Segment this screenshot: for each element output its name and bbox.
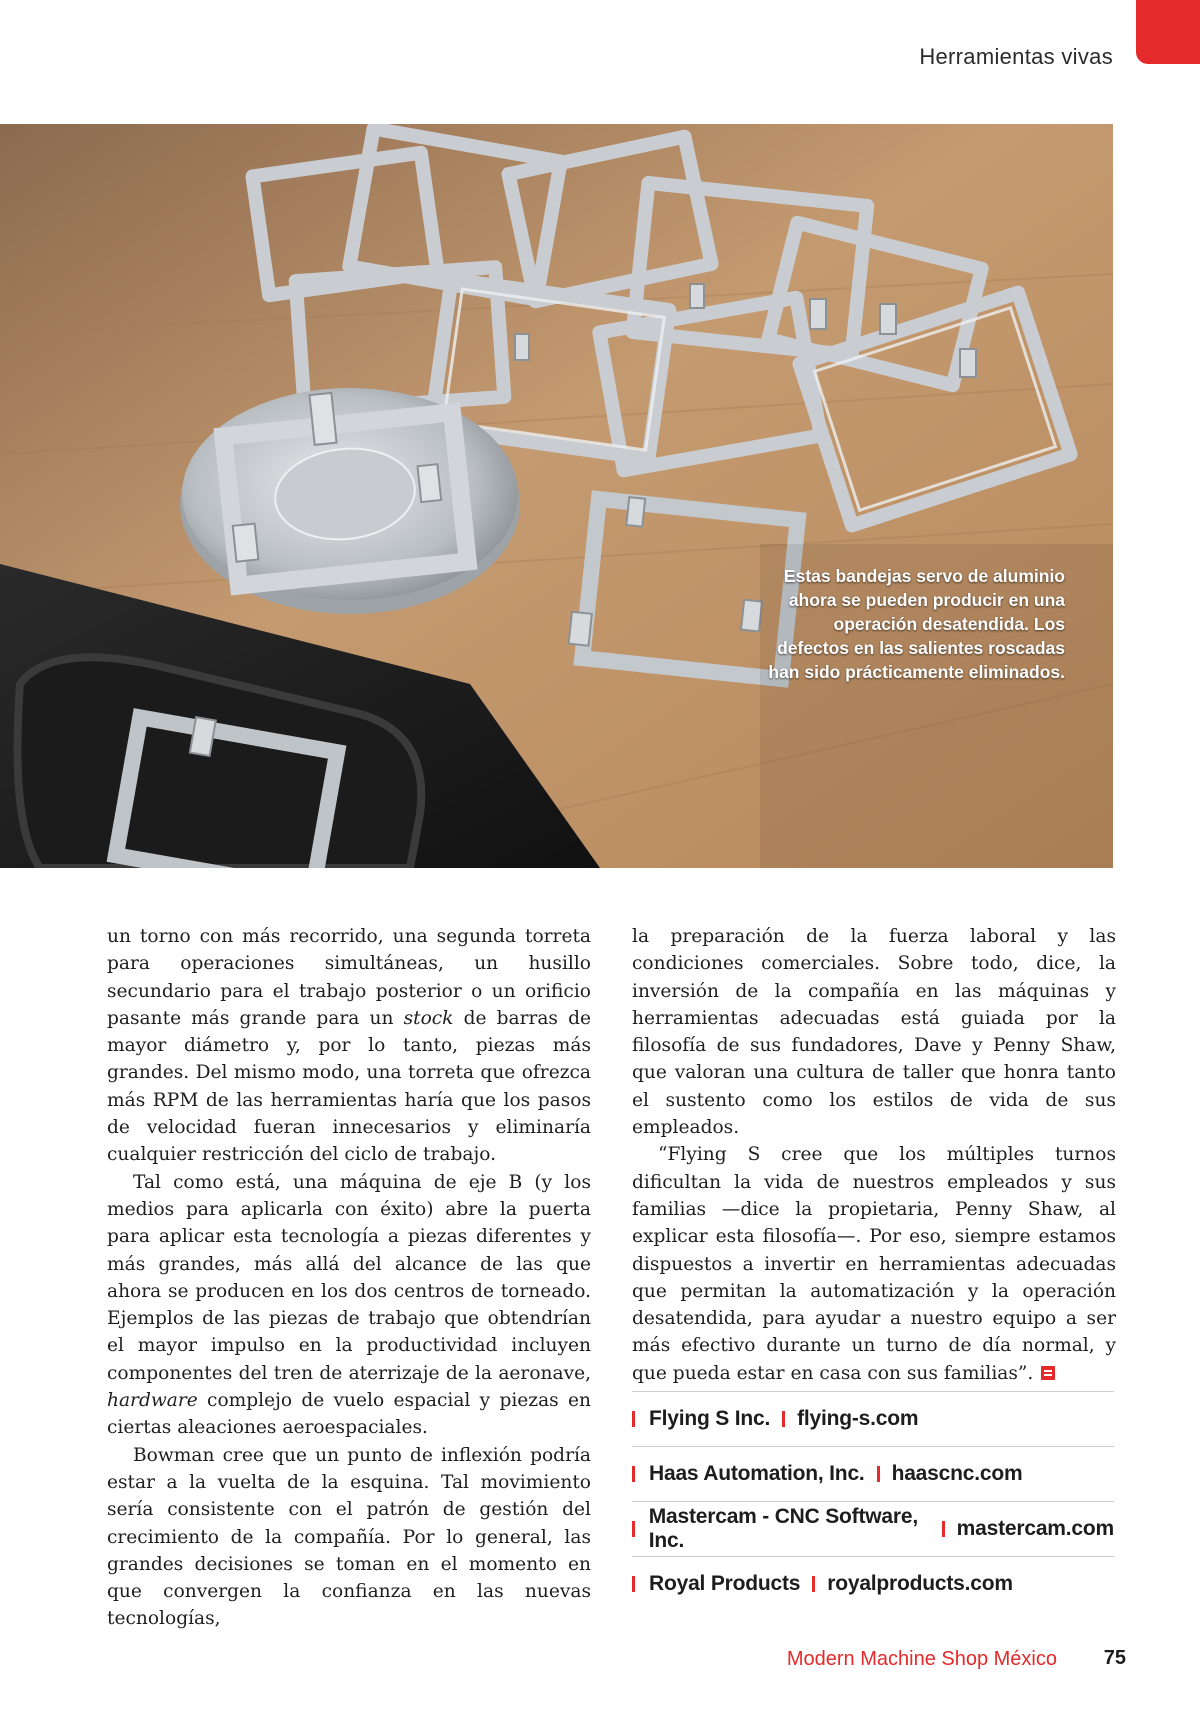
- section-label: Herramientas vivas: [919, 44, 1113, 69]
- article-column-left: [107, 923, 591, 1633]
- resource-company: Haas Automation, Inc.: [649, 1462, 865, 1485]
- end-of-article-icon: [1041, 1366, 1055, 1380]
- paragraph: “Flying S cree que los múltiples turnos dificultan la vida de nuestros empleados y sus familias —dice la propietaria, Penny Shaw, al explicar esta filosofía—. Por eso, siempre estamos dispuestos a invertir en herramientas adecuadas que permitan la automatización y la operación desatendida, para ayudar a nuestro equipo a ser más efectivo durante un turno de día normal, y que pueda estar en casa con sus familias”.: [632, 1144, 1116, 1384]
- section-color-tab: [1136, 0, 1200, 64]
- paragraph: Tal como está, una máquina de eje B (y los medios para aplicarla con éxito) abre la puerta para aplicar esta tecnología a piezas diferentes y más grandes, más allá del alcance de las que ahora se producen en los dos centros de torneado. Ejemplos de las piezas de trabajo que obtendrían el mayor impulso en la productividad incluyen componentes del tren de aterrizaje de la aeronave, hardware complejo de vuelo espacial y piezas en ciertas aleaciones aeroespaciales.: [107, 1171, 591, 1439]
- bullet-bar-icon: [632, 1521, 635, 1537]
- resource-row: [632, 1392, 1114, 1447]
- resource-company: Mastercam - CNC Software, Inc.: [648, 1505, 918, 1552]
- magazine-title: Modern Machine Shop México: [786, 1648, 1057, 1670]
- resource-url[interactable]: flying-s.com: [797, 1407, 919, 1430]
- resource-row: [632, 1557, 1114, 1611]
- resource-url[interactable]: haascnc.com: [891, 1462, 1023, 1485]
- resources-list: [632, 1391, 1114, 1611]
- bullet-bar-icon: [632, 1411, 635, 1427]
- paragraph: un torno con más recorrido, una segunda torreta para operaciones simultáneas, un husillo secundario para el trabajo posterior o un orificio pasante más grande para un stock de barras de mayor diámetro y, por lo tanto, piezas más grandes. Del mismo modo, una torreta que ofrezca más RPM de las herramientas haría que los pasos de velocidad fueran innecesarios y eliminaría cualquier restricción del ciclo de trabajo.: [107, 926, 591, 1166]
- separator-bar-icon: [877, 1466, 880, 1482]
- resource-company: Flying S Inc.: [649, 1407, 771, 1430]
- article-column-right: [632, 923, 1116, 1387]
- separator-bar-icon: [812, 1576, 815, 1592]
- bullet-bar-icon: [632, 1466, 635, 1482]
- paragraph: Bowman cree que un punto de inflexión podría estar a la vuelta de la esquina. Tal movimiento sería consistente con el patrón de gestión del crecimiento de la compañía. Por lo general, las grandes decisiones se toman en el momento en que convergen la confianza en las nuevas tecnologías,: [107, 1444, 591, 1630]
- resource-company: Royal Products: [649, 1572, 801, 1595]
- bullet-bar-icon: [632, 1576, 635, 1592]
- photo-caption: Estas bandejas servo de aluminio ahora se pueden producir en una operación desatendida. Los defectos en las salientes roscadas han sido prácticamente eliminados.: [768, 566, 1065, 682]
- resource-url[interactable]: mastercam.com: [956, 1517, 1114, 1540]
- article-photo: [0, 124, 1113, 868]
- separator-bar-icon: [782, 1411, 785, 1427]
- resource-row: [632, 1502, 1114, 1557]
- aluminum-servo-trays-image: [0, 124, 1113, 868]
- page-number: 75: [1103, 1647, 1126, 1669]
- resource-row: [632, 1447, 1114, 1502]
- separator-bar-icon: [942, 1521, 945, 1537]
- paragraph: la preparación de la fuerza laboral y las condiciones comerciales. Sobre todo, dice, la inversión de la compañía en las máquinas y herramientas adecuadas está guiada por la filosofía de sus fundadores, Dave y Penny Shaw, que valoran una cultura de taller que honra tanto el sustento como los estilos de vida de sus empleados.: [632, 926, 1116, 1139]
- resource-url[interactable]: royalproducts.com: [827, 1572, 1013, 1595]
